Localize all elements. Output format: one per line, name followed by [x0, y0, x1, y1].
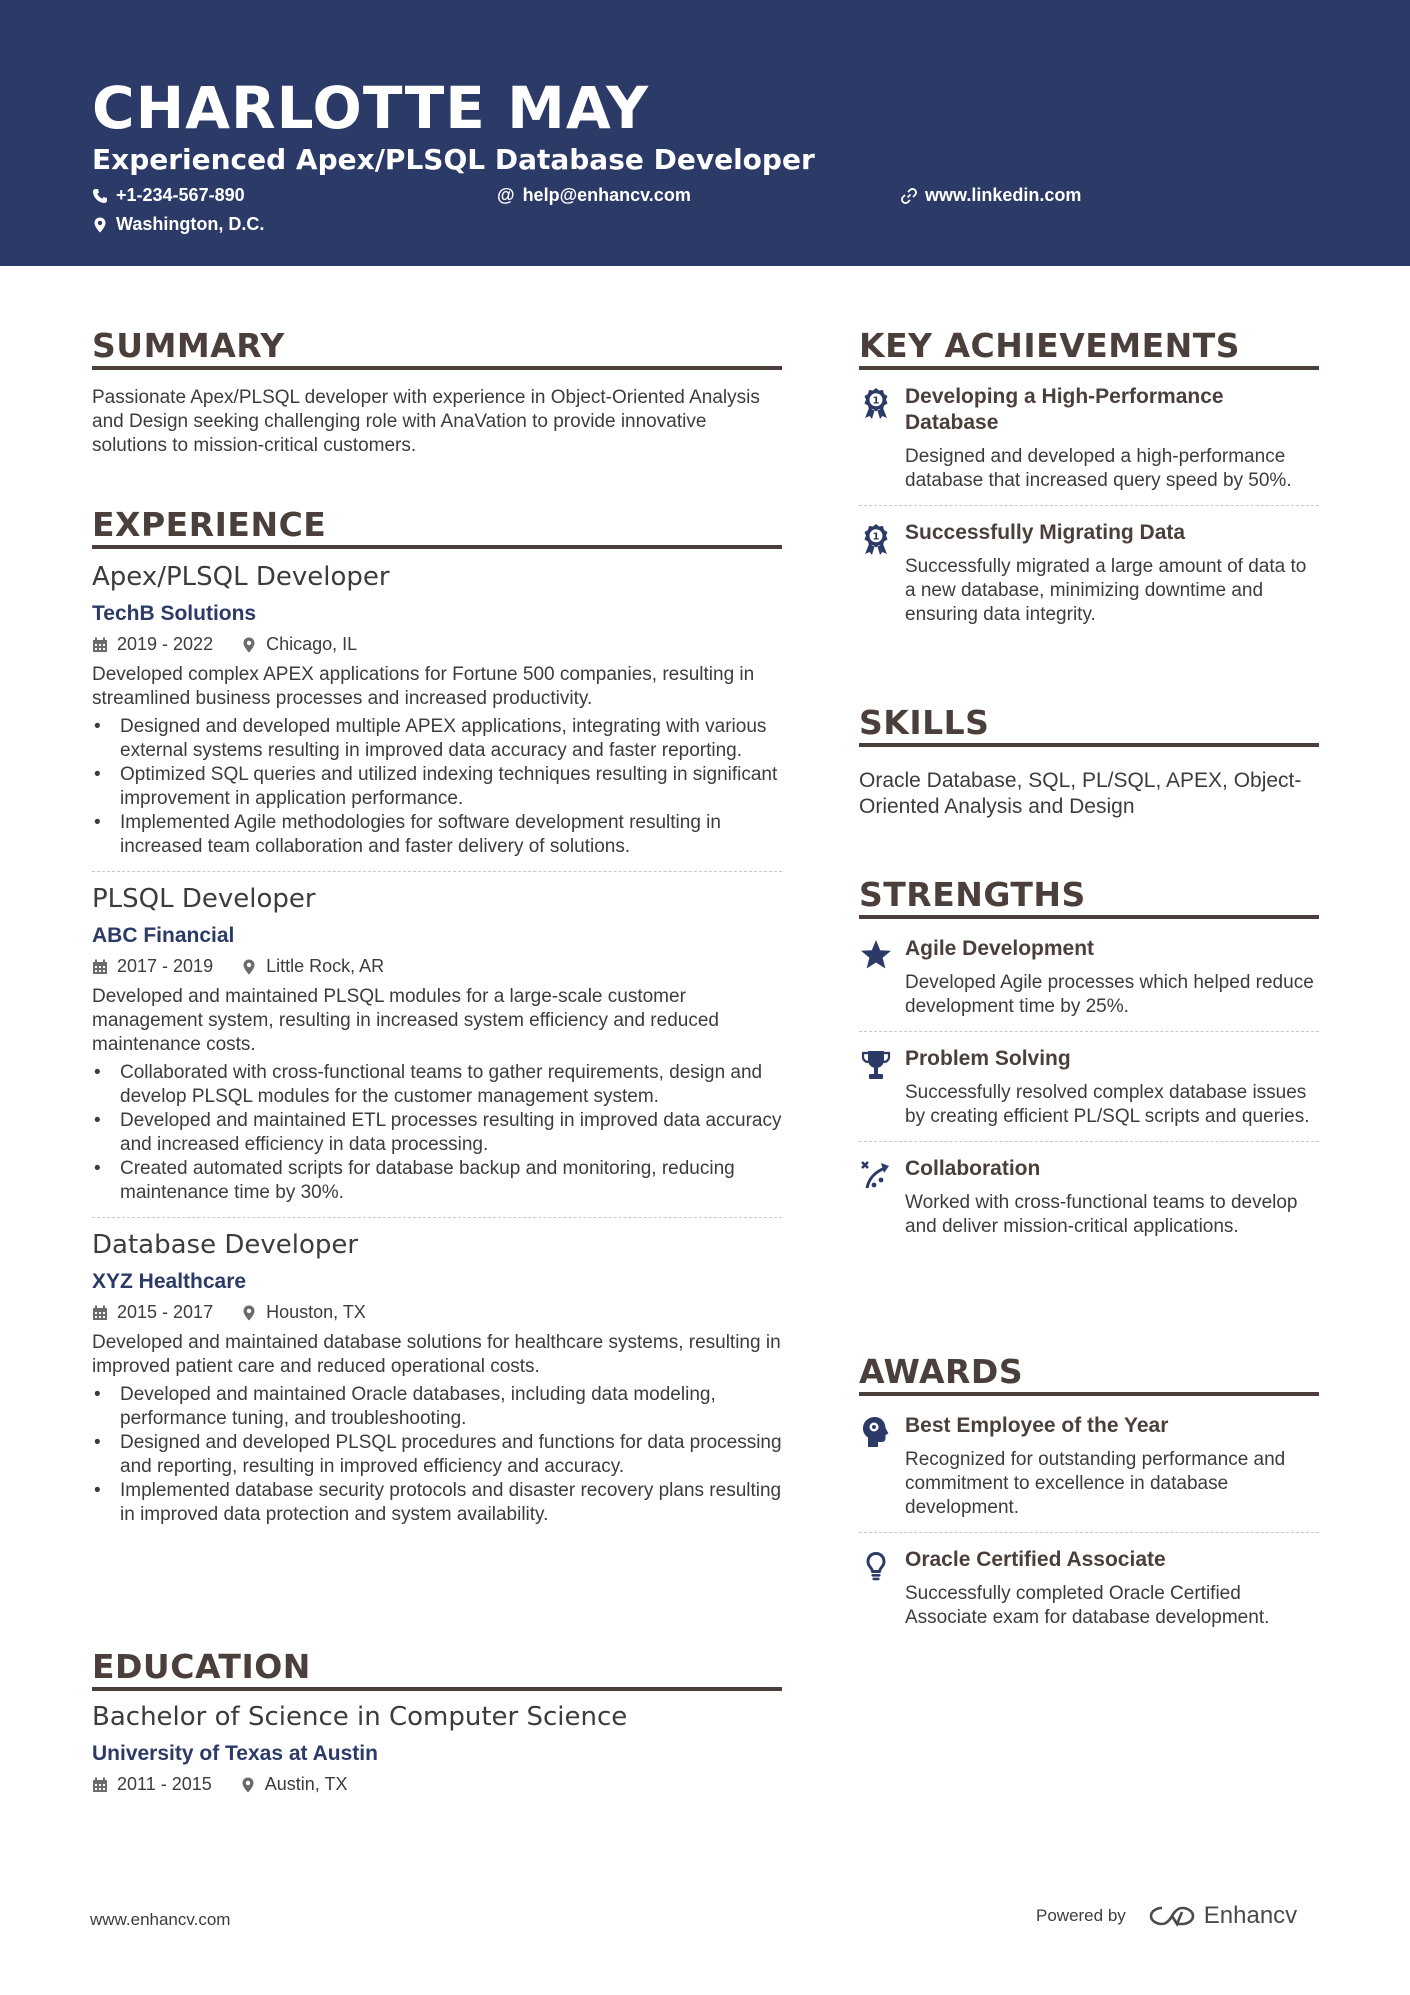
education-rule: [92, 1687, 782, 1691]
link-icon: [901, 188, 917, 204]
education-location: [240, 1774, 348, 1795]
website-text: www.linkedin.com: [925, 185, 1082, 205]
head-icon: [859, 1415, 893, 1449]
education-meta: [92, 1774, 782, 1795]
awards-heading: AWARDS: [859, 1352, 1024, 1391]
experience-heading: EXPERIENCE: [92, 505, 327, 544]
job-company: XYZ Healthcare: [92, 1270, 247, 1293]
job-location: [241, 1302, 366, 1323]
job-title: Database Developer: [92, 1230, 359, 1260]
summary-heading: SUMMARY: [92, 326, 285, 365]
job-location: [241, 634, 357, 655]
location-pin-icon: [241, 959, 257, 975]
contact-location: [92, 214, 264, 235]
job-bullet: • Optimized SQL queries and utilized indexing techniques resulting in significant improvement in application performance.: [92, 763, 782, 811]
strength-title: Problem Solving: [905, 1047, 1071, 1070]
award-title: Oracle Certified Associate: [905, 1548, 1166, 1571]
experience-rule: [92, 545, 782, 549]
achievement-item: [859, 384, 1319, 493]
achievements-heading: KEY ACHIEVEMENTS: [859, 326, 1241, 365]
calendar-icon: [92, 1305, 108, 1321]
strength-item: [859, 936, 1319, 1019]
divider: [92, 871, 782, 872]
divider: [92, 1217, 782, 1218]
job-meta: [92, 634, 782, 655]
divider: [859, 1031, 1319, 1032]
svg-text:1: 1: [872, 395, 880, 407]
skills-heading: SKILLS: [859, 703, 990, 742]
award-item: [859, 1413, 1319, 1520]
job-location-text: Houston, TX: [266, 1302, 366, 1322]
location-text: Washington, D.C.: [116, 214, 265, 234]
phone-text: +1-234-567-890: [116, 185, 245, 205]
award-ribbon-icon: [859, 522, 893, 556]
job-bullet: • Implemented Agile methodologies for software development resulting in increased team collaboration and faster delivery of solutions.: [92, 811, 782, 859]
location-pin-icon: [241, 1305, 257, 1321]
job-bullet: • Designed and developed PLSQL procedures and functions for data processing and reporting, resulting in improved efficiency and accuracy.: [92, 1431, 782, 1479]
phone-icon: [92, 188, 108, 204]
strength-text: Successfully resolved complex database issues by creating efficient PL/SQL scripts and queries.: [905, 1082, 1310, 1127]
award-item: [859, 1547, 1319, 1630]
trophy-icon: [859, 1048, 893, 1082]
strengths-heading: STRENGTHS: [859, 875, 1086, 914]
job-description: Developed and maintained PLSQL modules for a large-scale customer management system, resulting in increased system efficiency and reduced maintenance costs.: [92, 986, 719, 1055]
strength-text: Worked with cross-functional teams to develop and deliver mission-critical applications.: [905, 1192, 1298, 1237]
job-description: Developed and maintained database solutions for healthcare systems, resulting in improved patient care and reduced operational costs.: [92, 1332, 781, 1377]
achievements-rule: [859, 366, 1319, 370]
strength-title: Collaboration: [905, 1157, 1041, 1180]
job-meta: [92, 956, 782, 977]
resume-header: [0, 0, 1410, 266]
achievement-text: Designed and developed a high-performance database that increased query speed by 50%.: [905, 446, 1292, 491]
location-pin-icon: [240, 1777, 256, 1793]
summary-text: Passionate Apex/PLSQL developer with experience in Object-Oriented Analysis and Design seeking challenging role with AnaVation to provide innovative solutions to mission-critical customers.: [92, 387, 760, 456]
footer-brand[interactable]: [1036, 1902, 1297, 1930]
education-heading: EDUCATION: [92, 1647, 311, 1686]
contact-email[interactable]: [497, 185, 691, 206]
job-location-text: Little Rock, AR: [266, 956, 385, 976]
divider: [859, 505, 1319, 506]
strength-item: [859, 1156, 1319, 1239]
job-entry: [92, 562, 782, 859]
job-bullets: [92, 1061, 782, 1205]
education-entry: [92, 1702, 782, 1795]
strengths-rule: [859, 915, 1319, 919]
svg-text:1: 1: [872, 531, 880, 543]
achievement-text: Successfully migrated a large amount of data to a new database, minimizing downtime and ensuring data integrity.: [905, 556, 1307, 625]
job-description: Developed complex APEX applications for Fortune 500 companies, resulting in streamlined business processes and increased productivity.: [92, 664, 755, 709]
job-bullet: • Designed and developed multiple APEX applications, integrating with various external systems resulting in improved data accuracy and faster reporting.: [92, 715, 782, 763]
contact-website[interactable]: [901, 185, 1081, 206]
job-bullets: [92, 1383, 782, 1527]
job-entry: [92, 884, 782, 1205]
job-bullet: • Implemented database security protocols and disaster recovery plans resulting in improved data protection and system availability.: [92, 1479, 782, 1527]
job-dates: 2015 - 2017: [117, 1302, 214, 1322]
at-icon: @: [497, 185, 515, 205]
job-location-text: Chicago, IL: [266, 634, 358, 654]
email-text: help@enhancv.com: [522, 185, 691, 205]
job-dates: 2017 - 2019: [117, 956, 214, 976]
award-title: Best Employee of the Year: [905, 1414, 1169, 1437]
job-entry: [92, 1230, 782, 1527]
award-text: Recognized for outstanding performance and commitment to excellence in database development.: [905, 1449, 1286, 1518]
experience-list: [92, 562, 782, 1527]
job-company: TechB Solutions: [92, 602, 257, 625]
summary-rule: [92, 366, 782, 370]
job-dates: 2019 - 2022: [117, 634, 214, 654]
skills-text: Oracle Database, SQL, PL/SQL, APEX, Object-Oriented Analysis and Design: [859, 769, 1302, 818]
calendar-icon: [92, 637, 108, 653]
calendar-icon: [92, 959, 108, 975]
strength-item: [859, 1046, 1319, 1129]
job-bullet: • Collaborated with cross-functional teams to gather requirements, design and develop PLSQL modules for the customer management system.: [92, 1061, 782, 1109]
degree-title: Bachelor of Science in Computer Science: [92, 1702, 628, 1732]
divider: [859, 1532, 1319, 1533]
job-bullet: • Developed and maintained ETL processes resulting in improved data accuracy and increased efficiency in data processing.: [92, 1109, 782, 1157]
achievements-list: [859, 384, 1319, 627]
achievement-item: [859, 520, 1319, 627]
job-bullet: • Created automated scripts for database backup and monitoring, reducing maintenance time by 30%.: [92, 1157, 782, 1205]
location-pin-icon: [92, 217, 108, 233]
job-bullets: [92, 715, 782, 859]
strategy-icon: [859, 1158, 893, 1192]
strength-text: Developed Agile processes which helped reduce development time by 25%.: [905, 972, 1314, 1017]
contact-phone[interactable]: [92, 185, 245, 206]
divider: [859, 1141, 1319, 1142]
job-meta: [92, 1302, 782, 1323]
education-location-text: Austin, TX: [264, 1774, 348, 1794]
footer-website[interactable]: www.enhancv.com: [90, 1910, 231, 1929]
awards-list: [859, 1413, 1319, 1630]
calendar-icon: [92, 1777, 108, 1793]
powered-by-label: Powered by: [1036, 1906, 1126, 1925]
candidate-title: Experienced Apex/PLSQL Database Developer: [92, 143, 815, 176]
skills-rule: [859, 743, 1319, 747]
achievement-title: Successfully Migrating Data: [905, 521, 1186, 544]
candidate-name: CHARLOTTE MAY: [92, 74, 650, 142]
job-title: Apex/PLSQL Developer: [92, 562, 390, 592]
award-ribbon-icon: [859, 386, 893, 420]
job-company: ABC Financial: [92, 924, 235, 947]
enhancv-logo-icon: [1148, 1903, 1196, 1929]
job-bullet: • Developed and maintained Oracle databases, including data modeling, performance tuning, and troubleshooting.: [92, 1383, 782, 1431]
achievement-title: Developing a High-Performance Database: [905, 385, 1224, 434]
lightbulb-icon: [859, 1549, 893, 1583]
strength-title: Agile Development: [905, 937, 1095, 960]
education-dates: 2011 - 2015: [117, 1774, 212, 1794]
brand-logo: [1148, 1902, 1297, 1930]
location-pin-icon: [241, 637, 257, 653]
job-location: [241, 956, 384, 977]
strengths-list: [859, 936, 1319, 1239]
brand-name: Enhancv: [1203, 1902, 1298, 1929]
star-icon: [859, 938, 893, 972]
awards-rule: [859, 1392, 1319, 1396]
award-text: Successfully completed Oracle Certified Associate exam for database development.: [905, 1583, 1270, 1628]
school-name: University of Texas at Austin: [92, 1742, 378, 1765]
job-title: PLSQL Developer: [92, 884, 316, 914]
